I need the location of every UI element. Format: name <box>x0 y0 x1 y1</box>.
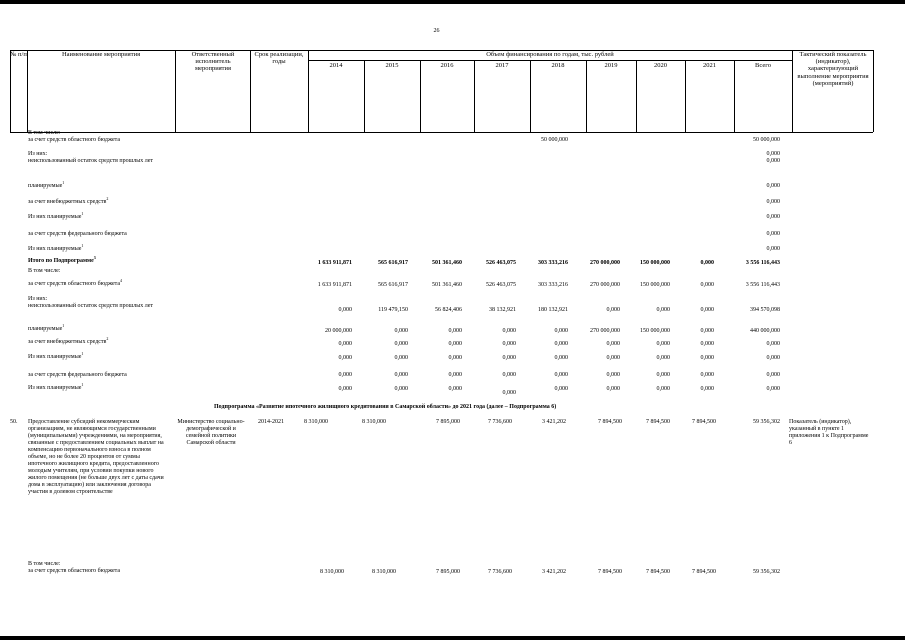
cell-2020: 0,000 <box>656 386 670 392</box>
header-total: Всего <box>755 62 771 69</box>
cell-2021: 0,000 <box>700 386 714 392</box>
table-header <box>10 50 873 132</box>
cell-2014: 1 633 911,871 <box>317 260 352 266</box>
cell-total: 0,000 <box>766 199 780 205</box>
subprogram-title: Подпрограмма «Развитие ипотечного жилищного кредитования в Самарской области» до 2021 года (далее – Подпрограмма 6) <box>214 404 557 410</box>
cell-2021: 0,000 <box>700 282 714 288</box>
row-label: планируемые$^1$ <box>28 180 65 189</box>
cell-2019: 0,000 <box>606 386 620 392</box>
cell-2014: 20 000,000 <box>325 328 352 334</box>
cell-2020: 150 000,000 <box>640 260 670 266</box>
header-year: 2015 <box>385 62 399 69</box>
cell-2017: 526 463,075 <box>486 260 516 266</box>
row-label: Из них планируемые$^1$ <box>28 382 84 391</box>
cell-total: 0,000 <box>766 341 780 347</box>
in-that-label: В том числе: <box>28 561 61 567</box>
in-that-label: В том числе: <box>28 268 61 274</box>
cell-2020: 0,000 <box>656 355 670 361</box>
header-num: № п/п <box>10 51 27 58</box>
cell-2020: 0,000 <box>656 307 670 313</box>
cell-total: 394 570,098 <box>750 307 780 313</box>
cell-2021: 7 894,500 <box>692 569 716 575</box>
cell-2021: 0,000 <box>700 260 714 266</box>
cell-total: 0,000 <box>766 386 780 392</box>
cell-2018: 3 421,202 <box>542 569 566 575</box>
cell-total: 59 356,302 <box>753 569 780 575</box>
cell-2016: 501 361,460 <box>432 282 462 288</box>
cell-2017: 0,000 <box>502 341 516 347</box>
cell-2014: 0,000 <box>338 341 352 347</box>
row-label: за счет средств федерального бюджета <box>28 372 127 378</box>
cell-2021: 0,000 <box>700 341 714 347</box>
cell-2020: 7 894,500 <box>646 569 670 575</box>
cell-2020: 0,000 <box>656 372 670 378</box>
item-indicator: Показатель (индикатор), указанный в пункте 1 приложения 1 к Подпрограмме 6 <box>789 419 869 446</box>
row-label: Из них: <box>28 296 48 302</box>
cell-2018: 0,000 <box>554 386 568 392</box>
cell-2018: 3 421,202 <box>542 419 566 425</box>
header-year: 2018 <box>551 62 565 69</box>
item-term: 2014-2021 <box>258 419 284 425</box>
cell-2014: 0,000 <box>338 355 352 361</box>
cell-2016: 0,000 <box>448 355 462 361</box>
header-funding: Объем финансирования по годам, тыс. рублей <box>486 51 614 58</box>
cell-2016: 0,000 <box>448 372 462 378</box>
cell-2015: 0,000 <box>394 372 408 378</box>
cell-2015: 0,000 <box>394 341 408 347</box>
cell-total: 0,000 <box>766 231 780 237</box>
cell-2016: 0,000 <box>448 328 462 334</box>
header-year: 2020 <box>654 62 667 69</box>
cell-2015: 0,000 <box>394 355 408 361</box>
cell-2015: 0,000 <box>394 386 408 392</box>
cell-total: 0,000 <box>766 183 780 189</box>
top-border <box>0 0 905 4</box>
header-executor: Ответственный исполнитель мероприятия <box>191 51 235 73</box>
cell-2021: 0,000 <box>700 328 714 334</box>
cell-2016: 0,000 <box>448 341 462 347</box>
header-year: 2021 <box>703 62 716 69</box>
cell-2015: 565 616,917 <box>378 282 408 288</box>
cell-total: 3 556 116,443 <box>745 260 780 266</box>
cell-2017: 0,000 <box>502 328 516 334</box>
row-label: Из них: <box>28 151 48 157</box>
header-name: Наименование мероприятия <box>61 51 141 58</box>
cell-2015: 8 310,000 <box>372 569 396 575</box>
cell-2019: 7 894,500 <box>598 569 622 575</box>
cell-total: 50 000,000 <box>753 137 780 143</box>
row-label: за счет внебюджетных средств$^2$ <box>28 336 109 345</box>
cell-2015: 119 479,150 <box>378 307 408 313</box>
row-label-secondary: неиспользованный остаток средств прошлых лет <box>28 158 154 164</box>
item-executor: Министерство социально-демографической и семейной политики Самарской области <box>177 419 245 446</box>
cell-2018: 0,000 <box>554 355 568 361</box>
bottom-border <box>0 636 905 640</box>
header-indicator: Тактический показатель (индикатор), характеризующий выполнение мероприятия (мероприятий) <box>797 51 869 87</box>
row-label: планируемые$^1$ <box>28 323 65 332</box>
row-label: Из них планируемые$^1$ <box>28 243 84 252</box>
header-year: 2016 <box>440 62 454 69</box>
cell-2017: 0,000 <box>502 372 516 378</box>
cell-2019: 270 000,000 <box>590 282 620 288</box>
cell-2016: 501 361,460 <box>432 260 462 266</box>
cell-2017: 7 736,600 <box>488 419 512 425</box>
cell-2016: 56 824,406 <box>435 307 462 313</box>
header-year: 2019 <box>604 62 618 69</box>
item-number: 50. <box>10 419 18 425</box>
cell-2020: 150 000,000 <box>640 282 670 288</box>
in-that-label: В том числе: <box>28 130 61 136</box>
cell-2018: 303 333,216 <box>538 282 568 288</box>
cell-2017: 38 132,921 <box>489 307 516 313</box>
header-year: 2017 <box>495 62 509 69</box>
header-year: 2014 <box>329 62 343 69</box>
cell-2015: 565 616,917 <box>378 260 408 266</box>
cell-total: 0,000 <box>766 151 780 157</box>
row-label: за счет средств областного бюджета$^4$ <box>28 278 123 287</box>
row-label: за счет внебюджетных средств$^2$ <box>28 196 109 205</box>
row-label: за счет средств федерального бюджета <box>28 231 127 237</box>
row-label: Из них планируемые$^1$ <box>28 211 84 220</box>
cell-total: 0,000 <box>766 214 780 220</box>
page-number: 26 <box>433 28 440 34</box>
cell-2015: 8 310,000 <box>362 419 386 425</box>
cell-2014: 0,000 <box>338 372 352 378</box>
cell-2014: 1 633 911,871 <box>317 282 352 288</box>
cell-2018: 180 132,921 <box>538 307 568 313</box>
cell-total: 0,000 <box>766 355 780 361</box>
cell-total: 440 000,000 <box>750 328 780 334</box>
cell-total: 59 356,302 <box>753 419 780 425</box>
cell-2017: 7 736,600 <box>488 569 512 575</box>
cell-2020: 150 000,000 <box>640 328 670 334</box>
cell-2021: 0,000 <box>700 307 714 313</box>
cell-2017: 0,000 <box>502 390 516 396</box>
cell-2019: 7 894,500 <box>598 419 622 425</box>
cell-2019: 270 000,000 <box>590 328 620 334</box>
cell-2021: 7 894,500 <box>692 419 716 425</box>
cell-2014: 8 310,000 <box>320 569 344 575</box>
cell-2020: 0,000 <box>656 341 670 347</box>
cell-2014: 0,000 <box>338 386 352 392</box>
row-label-secondary: неиспользованный остаток средств прошлых лет <box>28 303 154 309</box>
cell-2017: 526 463,075 <box>486 282 516 288</box>
cell-2019: 0,000 <box>606 355 620 361</box>
cell-2017: 0,000 <box>502 355 516 361</box>
header-term: Срок реализации, годы <box>254 51 304 66</box>
cell-2016: 0,000 <box>448 386 462 392</box>
row-label: за счет средств областного бюджета <box>28 137 121 143</box>
cell-2019: 0,000 <box>606 307 620 313</box>
cell-total: 0,000 <box>766 372 780 378</box>
cell-2018: 0,000 <box>554 341 568 347</box>
cell-2015: 0,000 <box>394 328 408 334</box>
cell-2018: 0,000 <box>554 372 568 378</box>
cell-2014: 0,000 <box>338 307 352 313</box>
cell-2021: 0,000 <box>700 355 714 361</box>
row-label: Из них планируемые$^1$ <box>28 351 84 360</box>
cell-2018: 50 000,000 <box>541 137 568 143</box>
subprogram-total-label: Итого по Подпрограмме$^3$ <box>28 255 96 264</box>
cell-2020: 7 894,500 <box>646 419 670 425</box>
item-name: Предоставление субсидий некоммерческим организациям, не являющимся государственными (муниципальными) учреждениями, на мероприятия, связанные с предоставлением социальных выплат на компенсацию первоначального взноса в полном объеме, но не более 20 процентов от суммы ипотечного жилищного кредита, предоставленного молодым учителям, при условии покупки нового жилого помещения (не больше двух лет с даты сдачи дома в эксплуатацию) или заключения договора участия в долевом строительстве <box>28 419 164 495</box>
cell-2019: 270 000,000 <box>590 260 620 266</box>
cell-total: 0,000 <box>766 246 780 252</box>
cell-2016: 7 895,000 <box>436 419 460 425</box>
cell-total: 3 556 116,443 <box>745 282 780 288</box>
cell-2019: 0,000 <box>606 341 620 347</box>
cell-2014: 8 310,000 <box>304 419 328 425</box>
cell-2016: 7 895,000 <box>436 569 460 575</box>
cell-2018: 303 333,216 <box>538 260 568 266</box>
cell-2021: 0,000 <box>700 372 714 378</box>
row-label: за счет средств областного бюджета <box>28 568 121 574</box>
cell-total: 0,000 <box>766 158 780 164</box>
cell-2018: 0,000 <box>554 328 568 334</box>
cell-2019: 0,000 <box>606 372 620 378</box>
